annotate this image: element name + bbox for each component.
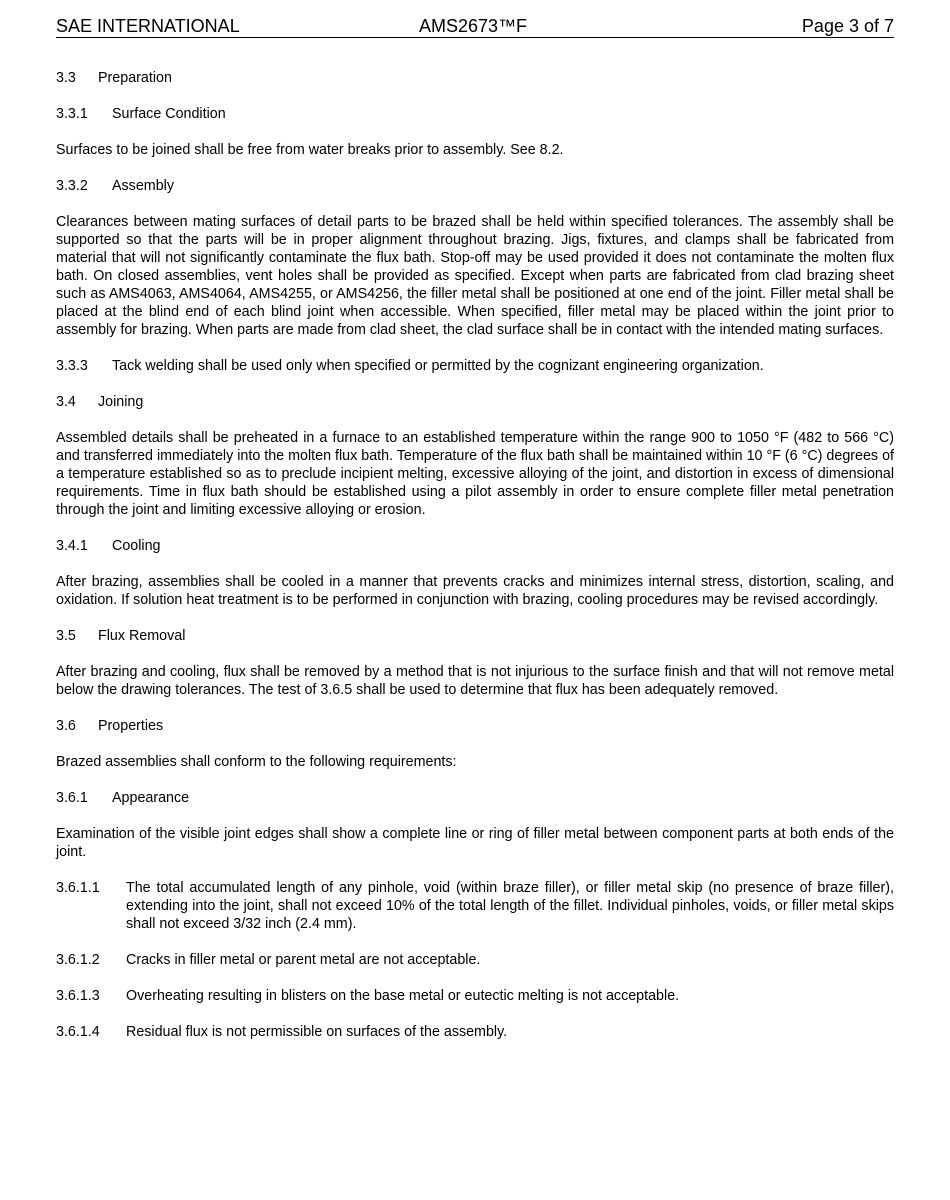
clause-number: 3.6.1.4 xyxy=(56,1024,100,1040)
clause-number: 3.6.1.2 xyxy=(56,952,100,968)
numbered-clause xyxy=(56,879,894,933)
section-heading xyxy=(56,177,894,195)
section-number: 3.6.1 xyxy=(56,790,88,806)
header-document-number: AMS2673™F xyxy=(419,16,528,36)
section-number: 3.3.2 xyxy=(56,178,88,194)
paragraph: After brazing, assemblies shall be cooled in a manner that prevents cracks and minimizes internal stress, distortion, scaling, and oxidation. If solution heat treatment is to be performed in conjunction with brazing, cooling procedures may be revised accordingly. xyxy=(56,574,894,608)
paragraph: Surfaces to be joined shall be free from water breaks prior to assembly. See 8.2. xyxy=(56,142,564,158)
section-title: Preparation xyxy=(98,70,172,86)
clause-number: 3.6.1.3 xyxy=(56,988,100,1004)
section-title: Joining xyxy=(98,394,144,410)
section-heading xyxy=(56,105,894,123)
section-title: Properties xyxy=(98,718,164,734)
section-heading xyxy=(56,69,894,87)
numbered-clause xyxy=(56,357,894,375)
section-number: 3.3 xyxy=(56,70,76,86)
section-heading xyxy=(56,789,894,807)
paragraph: Examination of the visible joint edges shall show a complete line or ring of filler metal between component parts at both ends of the joint. xyxy=(56,826,894,860)
section-heading xyxy=(56,717,894,735)
clause-text: Residual flux is not permissible on surfaces of the assembly. xyxy=(126,1024,508,1040)
paragraph: Clearances between mating surfaces of detail parts to be brazed shall be held within specified tolerances. The assembly shall be supported so that the parts will be in proper alignment throughout brazing. Jigs, fixtures, and clamps shall be fabricated from material that will not significantly contaminate the flux bath. Stop-off may be used provided it does not contaminate the molten flux bath. On closed assemblies, vent holes shall be provided as specified. Except when parts are fabricated from clad brazing sheet such as AMS4063, AMS4064, AMS4255, or AMS4256, the filler metal shall be positioned at one end of the joint. Filler metal shall be placed at the blind end of each blind joint when accessible. When specified, filler metal may be placed within the joint prior to assembly for brazing. When parts are made from clad sheet, the clad surface shall be in contact with the intended mating surfaces. xyxy=(56,214,894,338)
section-number: 3.4 xyxy=(56,394,76,410)
header-page-number: Page 3 of 7 xyxy=(801,16,894,36)
paragraph: After brazing and cooling, flux shall be removed by a method that is not injurious to the surface finish and that will not remove metal below the drawing tolerances. The test of 3.6.5 shall be used to determine that flux has been adequately removed. xyxy=(56,664,894,698)
page-header xyxy=(56,15,894,38)
section-title: Assembly xyxy=(112,178,174,194)
document-body xyxy=(56,69,894,1059)
section-number: 3.6 xyxy=(56,718,76,734)
header-organization: SAE INTERNATIONAL xyxy=(56,16,240,36)
clause-text: The total accumulated length of any pinhole, void (within braze filler), or filler metal skip (no presence of braze filler), extending into the joint, shall not exceed 10% of the total length of the fillet. Individual pinholes, voids, or filler metal skips shall not exceed 3/32 inch (2.4 mm). xyxy=(126,880,894,932)
section-title: Cooling xyxy=(112,538,161,554)
paragraph: Assembled details shall be preheated in a furnace to an established temperature within the range 900 to 1050 °F (482 to 566 °C) and transferred immediately into the molten flux bath. Temperature of the flux bath shall be maintained within 10 °F (6 °C) degrees of a temperature established so as to preclude incipient melting, excessive alloying of the joint, and distortion in excess of dimensional requirements. Time in flux bath should be established using a pilot assembly in order to ensure complete filler metal penetration through the joint and limiting excessive alloying or erosion. xyxy=(56,430,894,518)
section-heading xyxy=(56,393,894,411)
section-heading xyxy=(56,627,894,645)
section-title: Appearance xyxy=(112,790,190,806)
clause-text: Overheating resulting in blisters on the base metal or eutectic melting is not acceptable. xyxy=(126,988,680,1004)
section-number: 3.5 xyxy=(56,628,76,644)
clause-text: Cracks in filler metal or parent metal are not acceptable. xyxy=(126,952,481,968)
clause-number: 3.3.3 xyxy=(56,358,88,374)
clause-number: 3.6.1.1 xyxy=(56,880,100,896)
section-number: 3.4.1 xyxy=(56,538,88,554)
section-title: Flux Removal xyxy=(98,628,186,644)
section-number: 3.3.1 xyxy=(56,106,88,122)
section-heading xyxy=(56,537,894,555)
numbered-clause xyxy=(56,951,894,969)
clause-text: Tack welding shall be used only when specified or permitted by the cognizant engineering organization. xyxy=(112,358,764,374)
numbered-clause xyxy=(56,987,894,1005)
paragraph: Brazed assemblies shall conform to the following requirements: xyxy=(56,754,457,770)
section-title: Surface Condition xyxy=(112,106,226,122)
numbered-clause xyxy=(56,1023,894,1041)
